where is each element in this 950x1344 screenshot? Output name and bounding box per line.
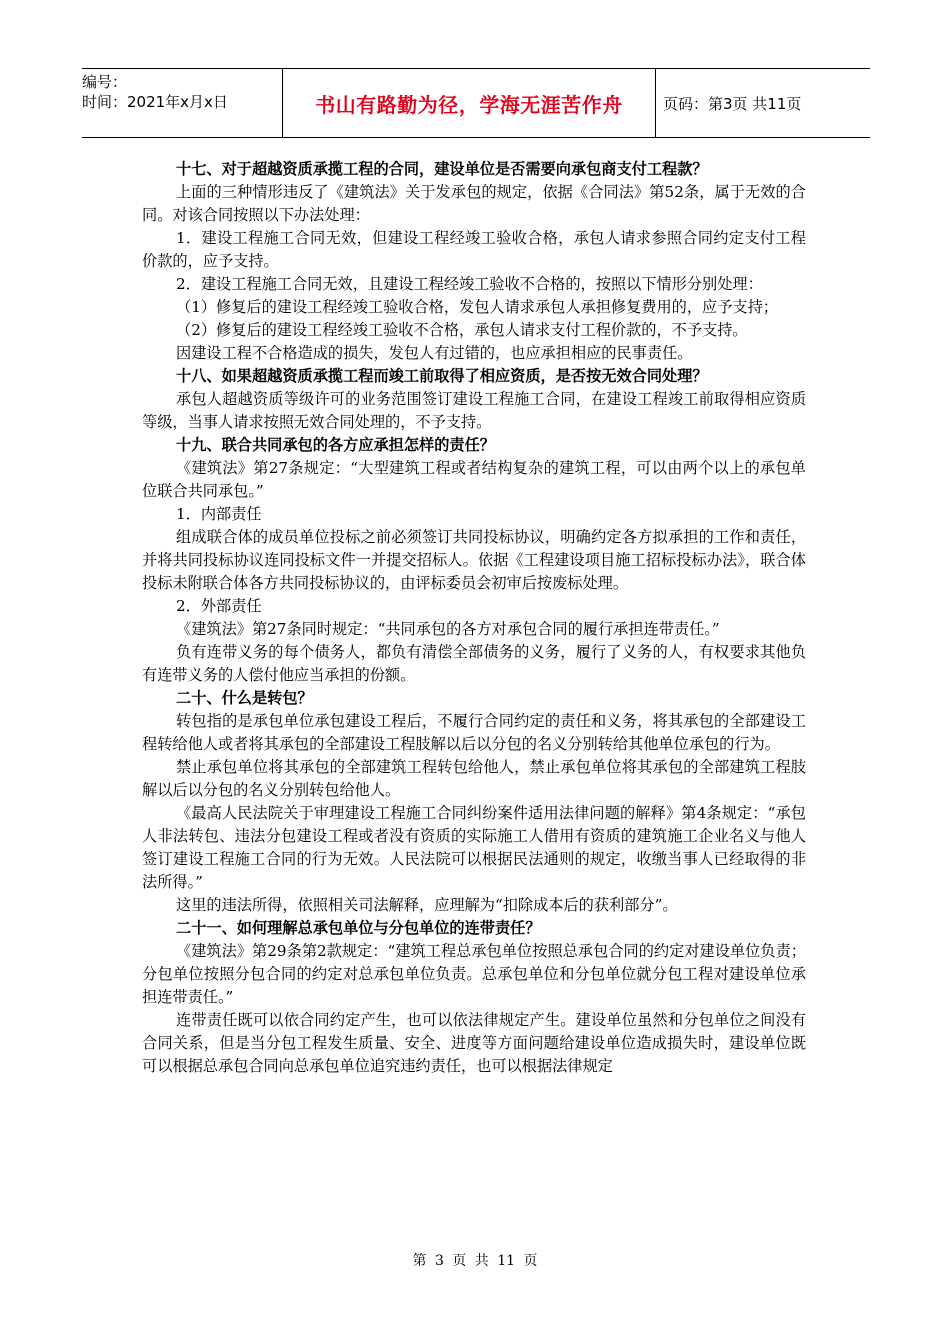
section-heading: 十八、如果超越资质承揽工程而竣工前取得了相应资质，是否按无效合同处理？: [176, 367, 708, 385]
body-paragraph: 1．内部责任: [176, 505, 262, 523]
section-heading: 二十一、如何理解总承包单位与分包单位的连带责任？: [176, 919, 541, 937]
header-motto: 书山有路勤为径，学海无涯苦作舟: [315, 92, 623, 117]
section-heading: 二十、什么是转包？: [176, 689, 313, 707]
page-header: [82, 68, 870, 138]
document-body: [142, 158, 806, 1078]
body-paragraph: 《最高人民法院关于审理建设工程施工合同纠纷案件适用法律问题的解释》第4条规定：“承包人非法转包、违法分包建设工程或者没有资质的实际施工人借用有资质的建筑施工企业名义与他人签订建设工程施工合同的行为无效。人民法院可以根据民法通则的规定，收缴当事人已经取得的非法所得。”: [142, 804, 806, 891]
body-paragraph: 《建筑法》第27条规定：“大型建筑工程或者结构复杂的建筑工程，可以由两个以上的承包单位联合共同承包。”: [142, 459, 806, 500]
body-paragraph: 组成联合体的成员单位投标之前必须签订共同投标协议，明确约定各方拟承担的工作和责任，并将共同投标协议连同投标文件一并提交招标人。依据《工程建设项目施工招标投标办法》，联合体投标未附联合体各方共同投标协议的，由评标委员会初审后按废标处理。: [142, 528, 806, 592]
header-motto-cell: [283, 69, 656, 137]
body-paragraph: 2．建设工程施工合同无效，且建设工程经竣工验收不合格的，按照以下情形分别处理：: [176, 275, 763, 293]
section-heading: 十九、联合共同承包的各方应承担怎样的责任？: [176, 436, 495, 454]
body-paragraph: 禁止承包单位将其承包的全部建筑工程转包给他人，禁止承包单位将其承包的全部建筑工程肢解以后以分包的名义分别转包给他人。: [142, 758, 806, 799]
header-meta: [82, 69, 283, 137]
header-page-cell: [656, 69, 870, 137]
header-page-number: 页码：第3页 共11页: [663, 94, 802, 113]
body-paragraph: 《建筑法》第27条同时规定：“共同承包的各方对承包合同的履行承担连带责任。”: [176, 620, 720, 638]
body-paragraph: 因建设工程不合格造成的损失，发包人有过错的，也应承担相应的民事责任。: [176, 344, 693, 362]
body-paragraph: 上面的三种情形违反了《建筑法》关于发承包的规定，依据《合同法》第52条，属于无效的合同。对该合同按照以下办法处理：: [142, 183, 806, 224]
body-paragraph: 2．外部责任: [176, 597, 262, 615]
document-date: 时间：2021年x月x日: [82, 93, 228, 111]
body-paragraph: 这里的违法所得，依照相关司法解释，应理解为“扣除成本后的获利部分”。: [176, 896, 678, 914]
body-paragraph: （1）修复后的建设工程经竣工验收合格，发包人请求承包人承担修复费用的，应予支持；: [176, 298, 778, 316]
body-paragraph: 连带责任既可以依合同约定产生，也可以依法律规定产生。建设单位虽然和分包单位之间没有合同关系，但是当分包工程发生质量、安全、进度等方面问题给建设单位造成损失时，建设单位既可以根据总承包合同向总承包单位追究违约责任，也可以根据法律规定: [142, 1011, 806, 1075]
body-paragraph: 负有连带义务的每个债务人，都负有清偿全部债务的义务，履行了义务的人，有权要求其他负有连带义务的人偿付他应当承担的份额。: [142, 643, 806, 684]
body-paragraph: 1．建设工程施工合同无效，但建设工程经竣工验收合格，承包人请求参照合同约定支付工程价款的，应予支持。: [142, 229, 806, 270]
document-number-label: 编号：: [82, 73, 128, 91]
body-paragraph: 承包人超越资质等级许可的业务范围签订建设工程施工合同，在建设工程竣工前取得相应资质等级，当事人请求按照无效合同处理的，不予支持。: [142, 390, 806, 431]
body-paragraph: 转包指的是承包单位承包建设工程后，不履行合同约定的责任和义务，将其承包的全部建设工程转给他人或者将其承包的全部建设工程肢解以后以分包的名义分别转给其他单位承包的行为。: [142, 712, 806, 753]
page-footer: 第 3 页 共 11 页: [412, 1253, 538, 1269]
body-paragraph: 《建筑法》第29条第2款规定：“建筑工程总承包单位按照总承包合同的约定对建设单位负责；分包单位按照分包合同的约定对总承包单位负责。总承包单位和分包单位就分包工程对建设单位承担连带责任。”: [142, 942, 806, 1006]
section-heading: 十七、对于超越资质承揽工程的合同，建设单位是否需要向承包商支付工程款？: [176, 160, 708, 178]
body-paragraph: （2）修复后的建设工程经竣工验收不合格，承包人请求支付工程价款的，不予支持。: [176, 321, 748, 339]
